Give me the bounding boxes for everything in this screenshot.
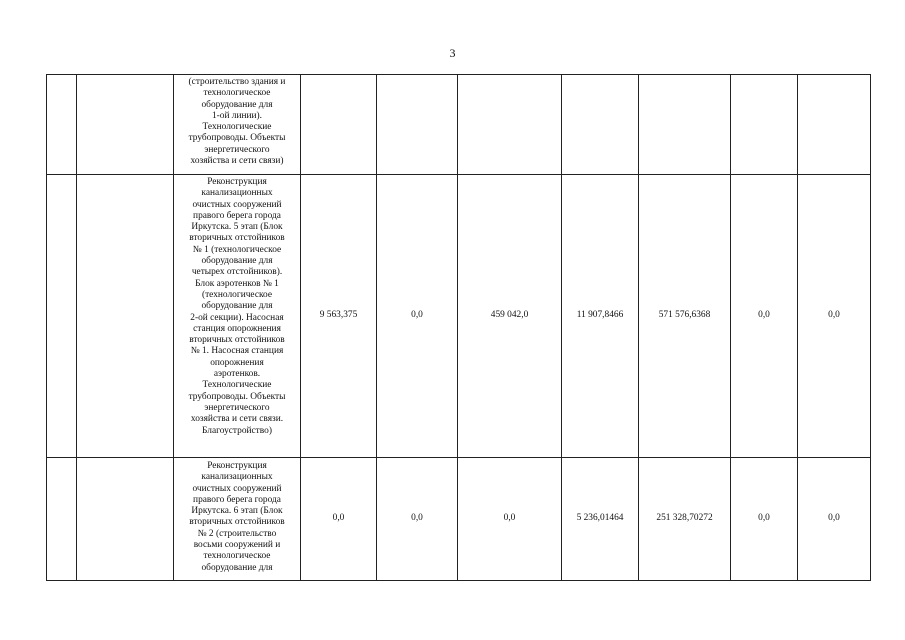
table-row: [47, 175, 871, 458]
value-cell: [731, 75, 798, 175]
value-cell: 0,0: [731, 175, 798, 458]
row-number-cell: [47, 175, 77, 458]
value-cell: 11 907,8466: [562, 175, 639, 458]
value-cell: 5 236,01464: [562, 458, 639, 581]
value-cell: 0,0: [301, 458, 377, 581]
description-cell: (строительство здания и технологическое оборудование для 1-ой линии). Технологические трубопроводы. Объекты энергетического хозяйства и сети связи): [174, 75, 301, 175]
value-cell: [377, 75, 458, 175]
value-cell: 251 328,70272: [639, 458, 731, 581]
value-cell: 0,0: [798, 458, 871, 581]
description-cell: Реконструкция канализационных очистных сооружений правого берега города Иркутска. 6 этап (Блок вторичных отстойников № 2 (строительство восьми сооружений и технологическое оборудование для: [174, 458, 301, 581]
table-row: [47, 458, 871, 581]
data-table: [46, 74, 871, 581]
value-cell: 0,0: [377, 458, 458, 581]
table-row: [47, 75, 871, 175]
value-cell: 9 563,375: [301, 175, 377, 458]
value-cell: [639, 75, 731, 175]
value-cell: [458, 75, 562, 175]
value-cell: [798, 75, 871, 175]
value-cell: 0,0: [458, 458, 562, 581]
page-number: 3: [449, 46, 456, 60]
program-cell: [77, 75, 174, 175]
program-cell: [77, 175, 174, 458]
value-cell: 0,0: [798, 175, 871, 458]
value-cell: 0,0: [377, 175, 458, 458]
value-cell: 571 576,6368: [639, 175, 731, 458]
value-cell: [301, 75, 377, 175]
row-number-cell: [47, 75, 77, 175]
value-cell: 0,0: [731, 458, 798, 581]
row-number-cell: [47, 458, 77, 581]
value-cell: [562, 75, 639, 175]
program-cell: [77, 458, 174, 581]
description-cell: Реконструкция канализационных очистных сооружений правого берега города Иркутска. 5 этап (Блок вторичных отстойников № 1 (технологическое оборудование для четырех отстойников). Блок аэротенков № 1 (технологическое оборудование для 2-ой секции). Насосная станция опорожнения вторичных отстойников № 1. Насосная станция опорожнения аэротенков. Технологические трубопроводы. Объекты энергетического хозяйства и сети связи. Благоустройство): [174, 175, 301, 458]
value-cell: 459 042,0: [458, 175, 562, 458]
